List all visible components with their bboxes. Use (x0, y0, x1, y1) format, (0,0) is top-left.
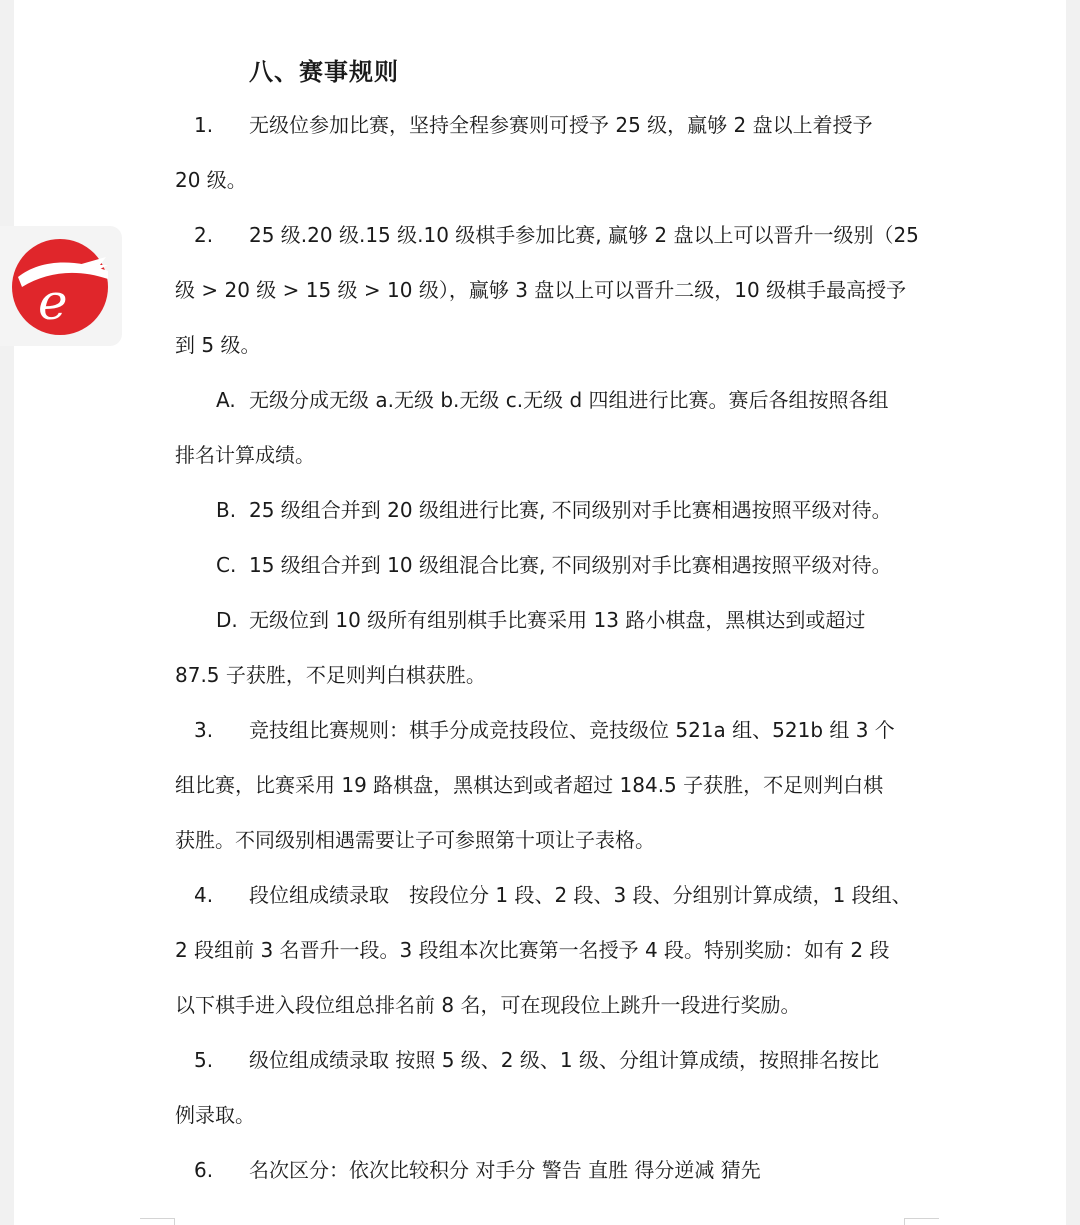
item-d-line-2: 87.5 子获胜，不足则判白棋获胜。 (175, 663, 486, 687)
item-3-line-3: 获胜。不同级别相遇需要让子可参照第十项让子表格。 (175, 828, 655, 852)
item-letter-a: A. (216, 388, 236, 412)
item-1-line-1: 无级位参加比赛，坚持全程参赛则可授予 25 级，赢够 2 盘以上着授予 (249, 113, 873, 137)
item-c-line-1: 15 级组合并到 10 级组混合比赛, 不同级别对手比赛相遇按照平级对待。 (249, 553, 892, 577)
item-d-line-1: 无级位到 10 级所有组别棋手比赛采用 13 路小棋盘，黑棋达到或超过 (249, 608, 866, 632)
item-4-line-3: 以下棋手进入段位组总排名前 8 名，可在现段位上跳升一段进行奖励。 (175, 993, 801, 1017)
item-6-line-1: 名次区分：依次比较积分 对手分 警告 直胜 得分逆减 猜先 (249, 1158, 761, 1182)
page-corner-right (904, 1218, 939, 1225)
item-letter-b: B. (216, 498, 237, 522)
e-letter-logo-icon[interactable] (8, 235, 112, 339)
item-number-3: 3. (194, 718, 214, 742)
item-2-line-2: 级 > 20 级 > 15 级 > 10 级），赢够 3 盘以上可以晋升二级，10 级棋手最高授予 (175, 278, 907, 302)
item-number-1: 1. (194, 113, 214, 137)
item-a-line-1: 无级分成无级 a.无级 b.无级 c.无级 d 四组进行比赛。赛后各组按照各组 (249, 388, 889, 412)
page-corner-left (140, 1218, 175, 1225)
item-1-line-2: 20 级。 (175, 168, 247, 192)
item-number-6: 6. (194, 1158, 214, 1182)
floating-app-tab[interactable] (0, 226, 122, 346)
item-number-5: 5. (194, 1048, 214, 1072)
item-2-line-1: 25 级.20 级.15 级.10 级棋手参加比赛, 赢够 2 盘以上可以晋升一级别（25 (249, 223, 919, 247)
item-letter-c: C. (216, 553, 237, 577)
item-5-line-2: 例录取。 (175, 1103, 255, 1127)
svg-text:e: e (38, 273, 68, 331)
item-3-line-1: 竞技组比赛规则：棋手分成竞技段位、竞技级位 521a 组、521b 组 3 个 (249, 718, 895, 742)
item-5-line-1: 级位组成绩录取 按照 5 级、2 级、1 级、分组计算成绩，按照排名按比 (249, 1048, 879, 1072)
item-number-2: 2. (194, 223, 214, 247)
item-a-line-2: 排名计算成绩。 (175, 443, 315, 467)
item-number-4: 4. (194, 883, 214, 907)
item-3-line-2: 组比赛，比赛采用 19 路棋盘，黑棋达到或者超过 184.5 子获胜，不足则判白棋 (175, 773, 884, 797)
section-heading: 八、赛事规则 (249, 58, 399, 86)
item-4-line-1: 段位组成绩录取 按段位分 1 段、2 段、3 段、分组别计算成绩，1 段组、 (249, 883, 912, 907)
item-letter-d: D. (216, 608, 238, 632)
item-4-line-2: 2 段组前 3 名晋升一段。3 段组本次比赛第一名授予 4 段。特别奖励：如有 2 段 (175, 938, 890, 962)
item-b-line-1: 25 级组合并到 20 级组进行比赛, 不同级别对手比赛相遇按照平级对待。 (249, 498, 892, 522)
item-2-line-3: 到 5 级。 (175, 333, 261, 357)
